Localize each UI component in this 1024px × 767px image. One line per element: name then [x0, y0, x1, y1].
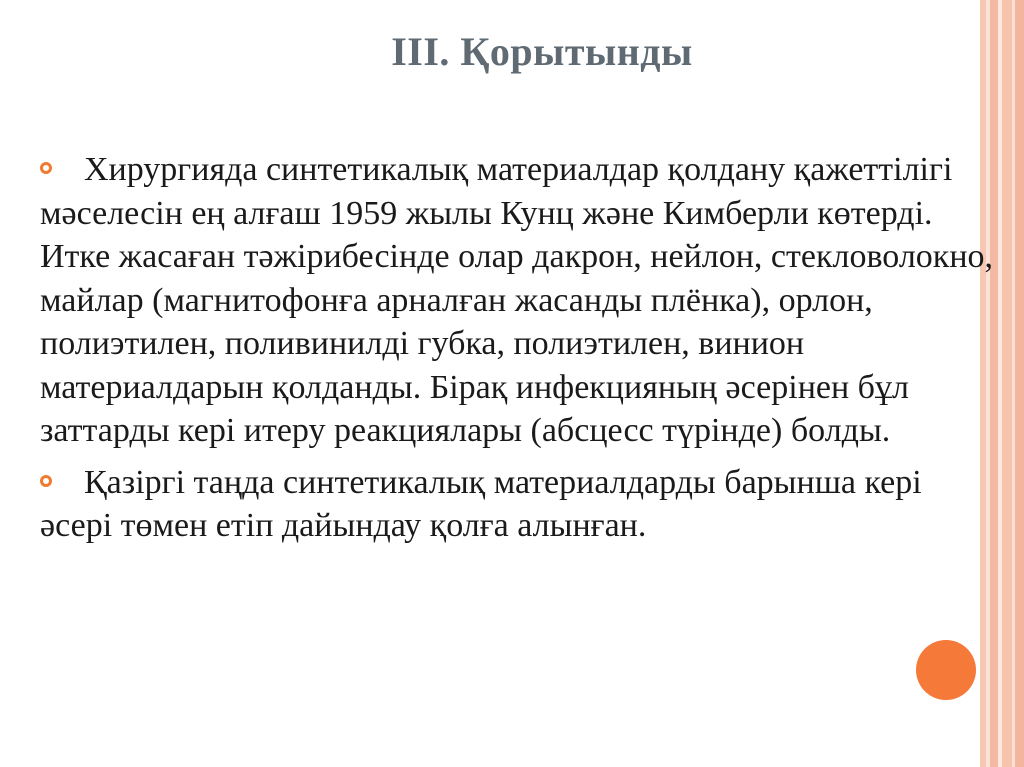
slide-title — [0, 28, 1024, 75]
bullet-text: Қазіргі таңда синтетикалық материалдарды барынша кері әсері төмен етіп дайындау қолға алынған. — [40, 463, 922, 544]
bullet-paragraph — [40, 461, 1000, 548]
bullet-ring-icon — [40, 162, 52, 174]
slide-body — [40, 148, 1000, 556]
bullet-text: Хирургияда синтетикалық материалдар қолдану қажеттілігі мәселесін ең алғаш 1959 жылы Кунц және Кимберли көтерді. Итке жасаған тәжірибесінде олар дакрон, нейлон, стекловолокно, майлар (магнитофонға арналған жасанды плёнка), орлон, полиэтилен, поливинилді губка, полиэтилен, винион материалдарын қолданды. Бірақ инфекцияның әсерінен бұл заттарды кері итеру реакциялары (абсцесс түрінде) болды. — [40, 151, 994, 449]
bullet-ring-icon — [40, 475, 52, 487]
slide-title-text: III. Қорытынды — [391, 29, 693, 74]
decorative-stripe — [1002, 0, 1012, 767]
decorative-stripe — [1015, 0, 1024, 767]
decorative-circle-icon — [916, 640, 976, 700]
bullet-paragraph — [40, 148, 1000, 453]
